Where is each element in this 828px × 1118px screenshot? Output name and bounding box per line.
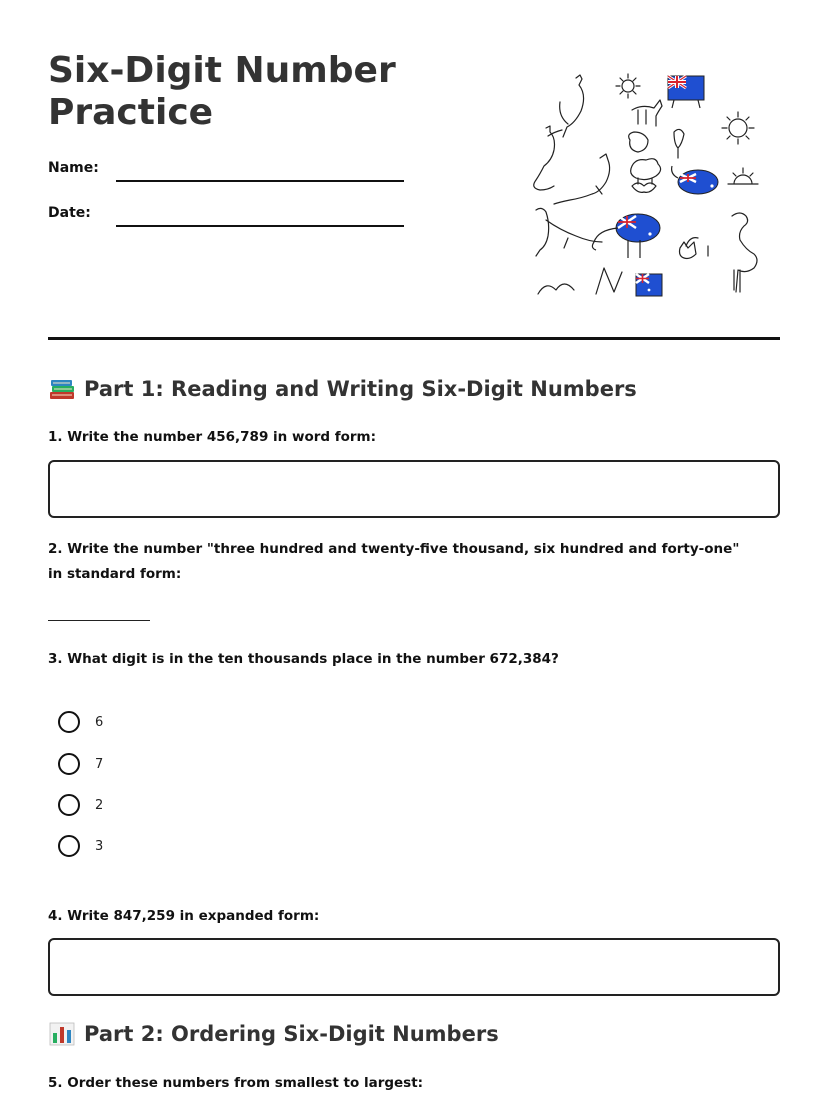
name-label: Name: (48, 160, 99, 176)
question-3-option-4[interactable] (58, 834, 103, 858)
question-4-answer-input[interactable] (48, 938, 780, 996)
date-label: Date: (48, 205, 91, 221)
question-4: 4. Write 847,259 in expanded form: (48, 908, 320, 924)
question-2: 2. Write the number "three hundred and twenty-five thousand, six hundred and forty-one" in standard form: (48, 541, 740, 582)
question-3-option-1[interactable] (58, 710, 103, 734)
bar-chart-icon (48, 1021, 76, 1047)
books-icon (48, 376, 76, 402)
page-title: Six-Digit Number Practice (48, 50, 396, 133)
question-2-answer-line[interactable] (48, 620, 150, 621)
option-label: 3 (95, 838, 104, 854)
option-label: 7 (95, 756, 104, 772)
question-5: 5. Order these numbers from smallest to largest: (48, 1075, 424, 1091)
part2-title: Part 2: Ordering Six-Digit Numbers (84, 1022, 499, 1046)
part1-heading (48, 374, 637, 404)
option-label: 6 (95, 714, 104, 730)
question-3-option-2[interactable] (58, 752, 103, 776)
radio-button[interactable] (58, 835, 80, 857)
question-1: 1. Write the number 456,789 in word form: (48, 429, 377, 445)
name-field[interactable] (116, 180, 404, 182)
header-divider (48, 337, 780, 340)
option-label: 2 (95, 797, 104, 813)
name-field-row (48, 160, 408, 190)
date-field-row (48, 205, 408, 235)
radio-button[interactable] (58, 794, 80, 816)
part2-heading (48, 1019, 499, 1049)
australian-animals-collage-icon (528, 70, 764, 302)
radio-button[interactable] (58, 753, 80, 775)
question-1-answer-input[interactable] (48, 460, 780, 518)
question-3: 3. What digit is in the ten thousands place in the number 672,384? (48, 651, 559, 667)
radio-button[interactable] (58, 711, 80, 733)
part1-title: Part 1: Reading and Writing Six-Digit Numbers (84, 377, 637, 401)
question-3-option-3[interactable] (58, 793, 103, 817)
date-field[interactable] (116, 225, 404, 227)
